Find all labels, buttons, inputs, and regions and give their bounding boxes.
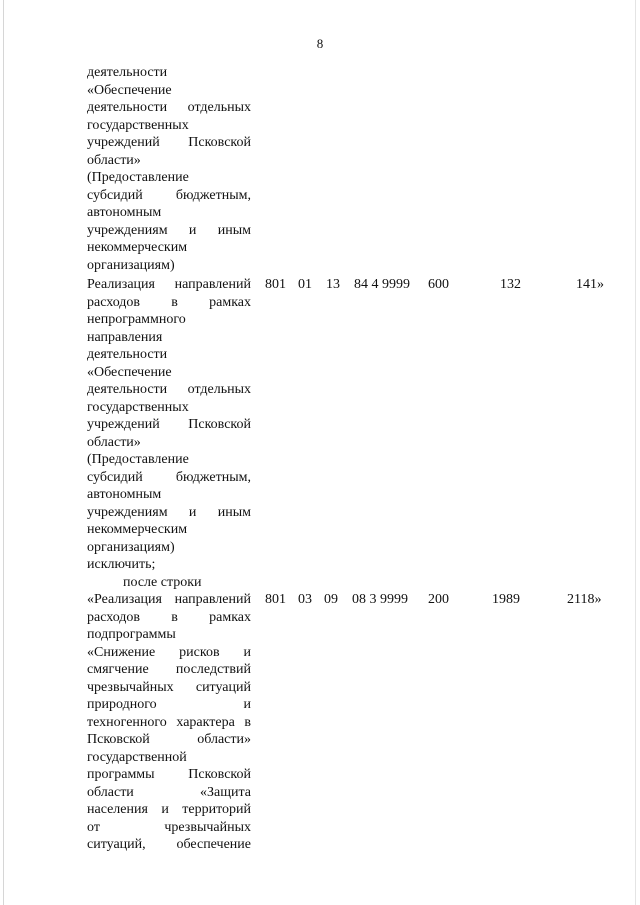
- row1-description: [87, 276, 251, 556]
- row2-description: [87, 591, 251, 854]
- desc-line: учреждениям и иным: [87, 504, 251, 520]
- row2-section: 03: [298, 592, 312, 607]
- desc-line: автономным: [87, 487, 162, 502]
- desc-line: ситуаций, обеспечение: [87, 837, 251, 852]
- row1-section: 01: [298, 277, 312, 292]
- row2-expense-type: 200: [428, 592, 449, 607]
- row2-target: 08 3 9999: [352, 592, 408, 607]
- desc-line: смягчение последствий: [87, 662, 251, 677]
- desc-line: деятельности: [87, 347, 168, 362]
- row2-code: 801: [265, 592, 286, 607]
- row1-expense-type: 600: [428, 277, 449, 292]
- row2-value-1: 1989: [492, 592, 520, 607]
- desc-line: Псковской области»: [87, 732, 251, 747]
- desc-line: государственных: [87, 117, 189, 133]
- desc-line: программы Псковской: [87, 767, 251, 782]
- desc-line: населения и территорий: [87, 802, 251, 817]
- row1-value-2: 141»: [576, 277, 604, 292]
- desc-line: организациям): [87, 539, 175, 555]
- scan-edge-left: [3, 0, 4, 905]
- row1-code: 801: [265, 277, 286, 292]
- desc-line: Реализация направлений: [87, 277, 251, 292]
- desc-line: «Снижение рисков и: [87, 644, 251, 660]
- desc-line: «Обеспечение: [87, 82, 172, 98]
- desc-line: области»: [87, 434, 141, 450]
- desc-line: направления: [87, 329, 163, 345]
- desc-line: (Предоставление: [87, 452, 189, 467]
- row1-value-1: 132: [500, 277, 521, 292]
- desc-line: подпрограммы: [87, 627, 176, 642]
- desc-line: расходов в рамках: [87, 294, 251, 310]
- desc-line: области «Защита: [87, 784, 251, 800]
- after-line-instruction: после строки: [123, 575, 202, 590]
- desc-line: области»: [87, 152, 141, 168]
- desc-line: (Предоставление: [87, 170, 189, 185]
- desc-line: учреждениям и иным: [87, 222, 251, 238]
- desc-line: деятельности отдельных: [87, 382, 251, 397]
- desc-line: некоммерческим: [87, 240, 188, 255]
- desc-line: непрограммного: [87, 312, 186, 327]
- scan-edge-right: [635, 0, 636, 905]
- desc-line: государственных: [87, 399, 189, 415]
- row2-subsection: 09: [324, 592, 338, 607]
- desc-line: «Обеспечение: [87, 364, 172, 380]
- desc-line: некоммерческим: [87, 522, 188, 537]
- row1-subsection: 13: [326, 277, 340, 292]
- desc-line: чрезвычайных ситуаций: [87, 679, 251, 695]
- desc-line: «Реализация направлений: [87, 592, 251, 607]
- desc-line: организациям): [87, 257, 175, 273]
- desc-line: государственной: [87, 749, 187, 765]
- row2-value-2: 2118»: [567, 592, 602, 607]
- desc-line: техногенного характера в: [87, 714, 251, 730]
- desc-line: учреждений Псковской: [87, 417, 251, 432]
- desc-line: расходов в рамках: [87, 609, 251, 625]
- desc-line: субсидий бюджетным,: [87, 187, 251, 203]
- desc-line: деятельности: [87, 65, 168, 80]
- continuation-description: [87, 64, 251, 274]
- desc-line: автономным: [87, 205, 162, 220]
- row1-target: 84 4 9999: [354, 277, 410, 292]
- desc-line: субсидий бюджетным,: [87, 469, 251, 485]
- exclude-instruction: исключить;: [87, 557, 156, 572]
- desc-line: учреждений Псковской: [87, 135, 251, 150]
- desc-line: деятельности отдельных: [87, 100, 251, 115]
- desc-line: от чрезвычайных: [87, 819, 251, 835]
- page-number: 8: [316, 36, 324, 51]
- desc-line: природного и: [87, 697, 251, 712]
